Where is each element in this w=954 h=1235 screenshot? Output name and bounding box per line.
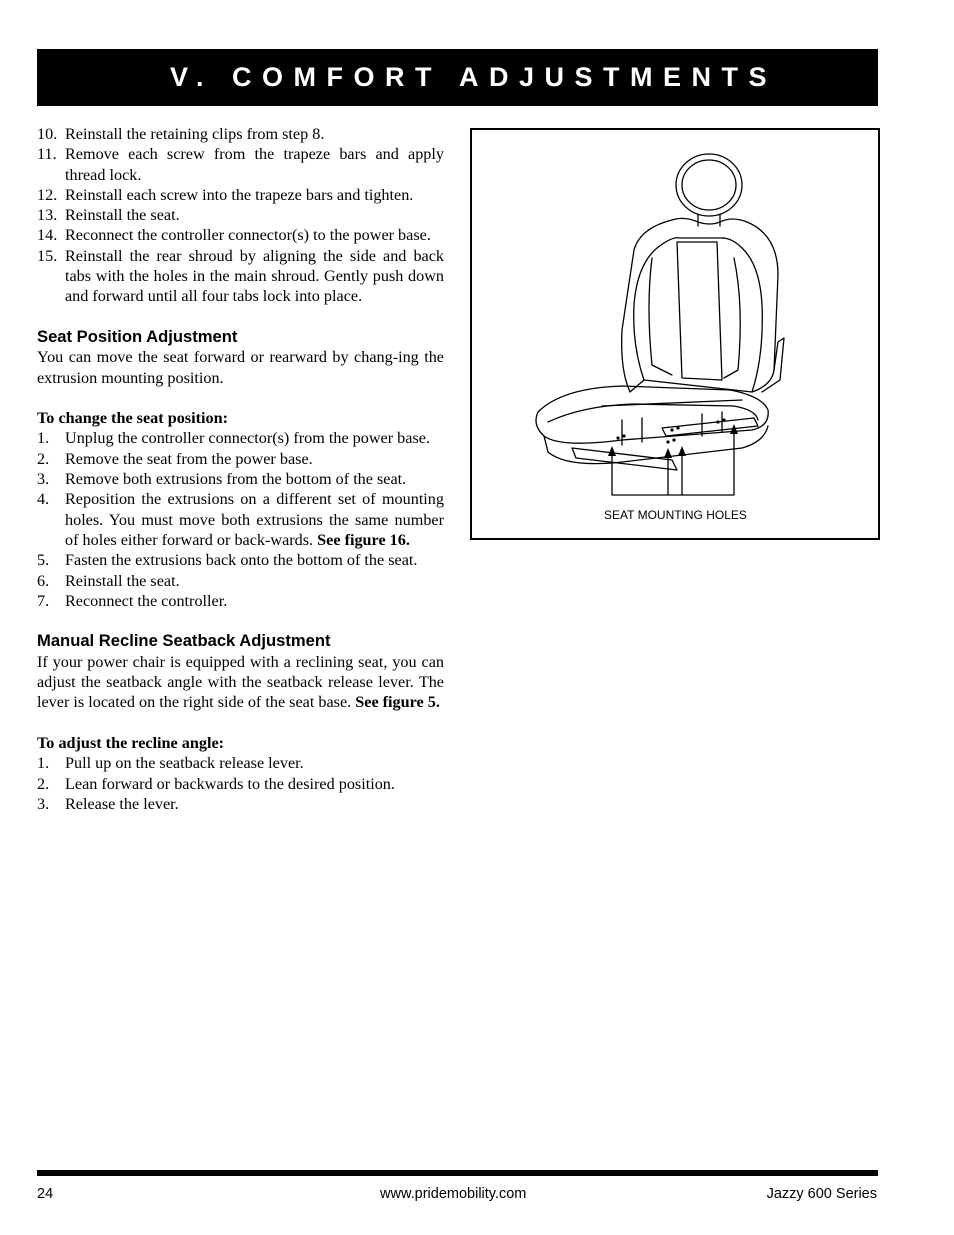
step-text	[65, 753, 444, 773]
list-item	[37, 774, 444, 794]
step-number: 4.	[37, 490, 50, 509]
recline-steps	[37, 753, 444, 814]
step-body: Reinstall the seat.	[65, 571, 180, 590]
seat-position-intro: You can move the seat forward or rearward by chang-ing the extrusion mounting position.	[37, 348, 444, 387]
step-body: Reinstall the seat.	[65, 206, 180, 225]
step-body: Reinstall the rear shroud by aligning the side and back tabs with the holes in the main shroud. Gently push down and forward until all four tabs lock into place.	[65, 246, 444, 306]
list-item	[37, 571, 444, 591]
step-text	[65, 489, 444, 550]
step-text	[65, 225, 444, 245]
step-body: Reposition the extrusions on a different set of mounting holes. You must move both extrusions the same number of holes either forward or back-wards.	[65, 490, 444, 549]
list-item	[37, 144, 444, 185]
step-body: Reinstall each screw into the trapeze bars and tighten.	[65, 185, 414, 204]
step-text	[65, 469, 444, 489]
step-body: Pull up on the seatback release lever.	[65, 754, 304, 773]
step-text	[65, 774, 444, 794]
step-number: 13.	[37, 206, 58, 225]
step-text	[65, 205, 444, 225]
step-number: 7.	[37, 591, 50, 610]
text-column	[37, 124, 444, 814]
recline-intro-ref: See figure 5.	[355, 693, 440, 712]
step-body: Remove each screw from the trapeze bars and apply thread lock.	[65, 145, 444, 184]
seat-mounting-holes-label: SEAT MOUNTING HOLES	[604, 508, 747, 522]
step-number: 2.	[37, 449, 50, 468]
step-number: 3.	[37, 794, 50, 813]
recline-heading: Manual Recline Seatback Adjustment	[37, 631, 331, 651]
step-body: Fasten the extrusions back onto the bottom of the seat.	[65, 551, 418, 570]
recline-intro	[37, 652, 444, 713]
list-item	[37, 550, 444, 570]
step-text	[65, 124, 444, 144]
list-item	[37, 205, 444, 225]
step-body: Remove both extrusions from the bottom of the seat.	[65, 470, 407, 489]
list-item	[37, 591, 444, 611]
step-body: Reinstall the retaining clips from step 8.	[65, 125, 325, 143]
step-number: 11.	[37, 145, 57, 164]
step-body: Release the lever.	[65, 794, 179, 813]
step-number: 10.	[37, 125, 58, 143]
step-text	[65, 571, 444, 591]
callout-arrows	[608, 418, 738, 458]
website-link[interactable]: www.pridemobility.com	[380, 1186, 527, 1202]
step-text	[65, 591, 444, 611]
step-body: Lean forward or backwards to the desired position.	[65, 774, 395, 793]
step-text	[65, 794, 444, 814]
list-item	[37, 794, 444, 814]
step-body: Reconnect the controller.	[65, 591, 228, 610]
step-body: Unplug the controller connector(s) from the power base.	[65, 429, 430, 448]
step-number: 6.	[37, 571, 50, 590]
step-text	[65, 185, 444, 205]
step-body: Reconnect the controller connector(s) to the power base.	[65, 226, 431, 245]
seat-figure	[470, 128, 880, 540]
step-number: 5.	[37, 551, 50, 570]
list-item	[37, 469, 444, 489]
list-item	[37, 225, 444, 245]
step-number: 1.	[37, 754, 50, 773]
seat-position-steps	[37, 428, 444, 611]
seatback-outline	[622, 218, 778, 392]
page-number: 24	[37, 1186, 54, 1202]
headrest-inner	[682, 160, 736, 210]
figure-reference: See figure 16.	[317, 530, 410, 549]
step-number: 3.	[37, 470, 50, 489]
step-number: 12.	[37, 185, 58, 204]
step-text	[65, 144, 444, 185]
step-number: 15.	[37, 246, 58, 265]
step-text	[65, 550, 444, 570]
section-title: V. COMFORT ADJUSTMENTS	[170, 62, 778, 92]
steps-continued-list	[37, 124, 444, 307]
section-header	[37, 49, 878, 106]
seat-position-subheading: To change the seat position:	[37, 409, 228, 428]
footer-rule	[37, 1170, 878, 1176]
list-item	[37, 124, 444, 144]
step-text	[65, 428, 444, 448]
list-item	[37, 428, 444, 448]
list-item	[37, 449, 444, 469]
list-item	[37, 185, 444, 205]
step-number: 1.	[37, 429, 50, 448]
list-item	[37, 246, 444, 307]
recline-subheading: To adjust the recline angle:	[37, 733, 225, 752]
seat-rail-left	[572, 448, 677, 470]
step-number: 2.	[37, 774, 50, 793]
recline-intro-text: If your power chair is equipped with a reclining seat, you can adjust the seatback angle with the seatback release lever. The lever is located on the right side of the seat base.	[37, 652, 444, 712]
seat-illustration	[472, 130, 878, 538]
step-number: 14.	[37, 226, 58, 245]
step-text	[65, 449, 444, 469]
seat-position-heading: Seat Position Adjustment	[37, 326, 238, 346]
headrest-outline	[676, 154, 742, 216]
seatback-center-panel	[677, 242, 722, 380]
step-body: Remove the seat from the power base.	[65, 449, 313, 468]
list-item	[37, 489, 444, 550]
product-series: Jazzy 600 Series	[766, 1186, 877, 1202]
list-item	[37, 753, 444, 773]
step-text	[65, 246, 444, 307]
